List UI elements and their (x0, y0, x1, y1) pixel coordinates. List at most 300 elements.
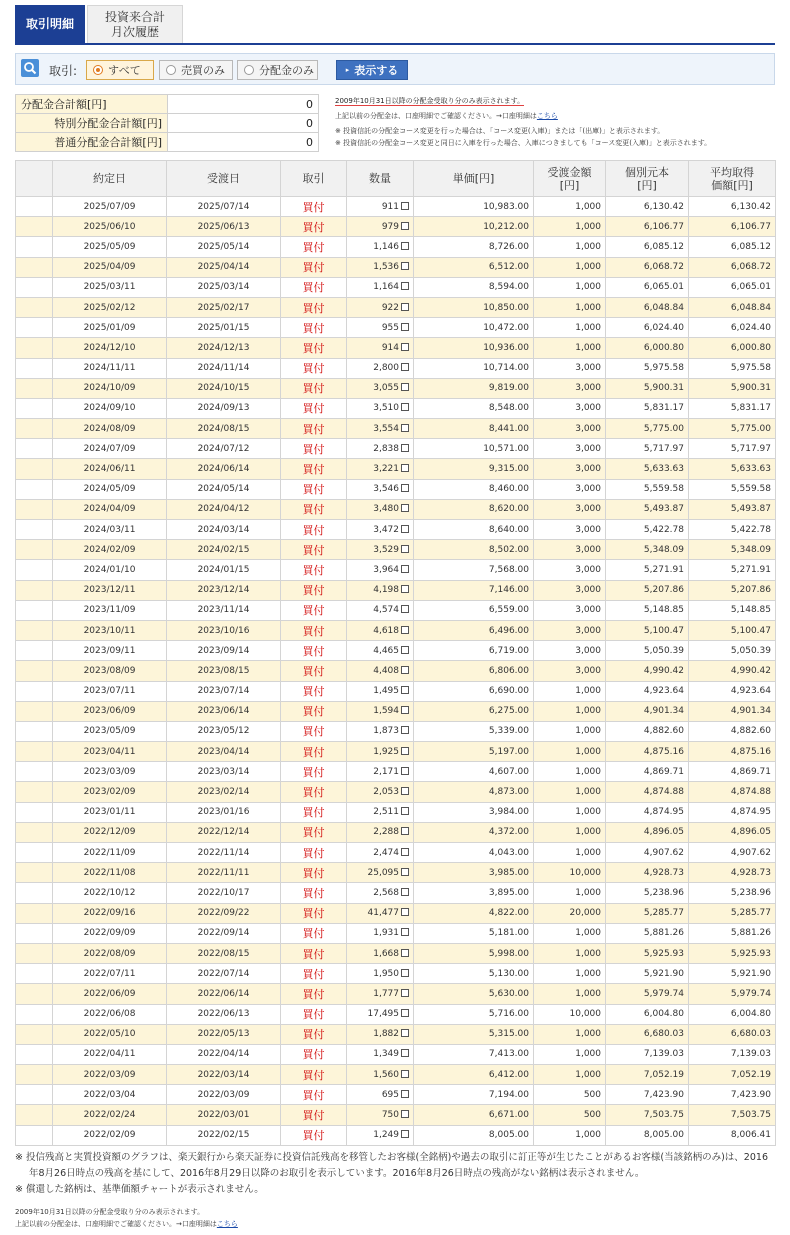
unit-price-cell: 8,441.00 (414, 419, 534, 439)
quantity-cell (347, 520, 414, 540)
tab-transaction-details[interactable]: 取引明細 (15, 5, 85, 43)
table-row (16, 419, 776, 439)
average-cost-cell: 4,923.64 (689, 681, 776, 701)
quantity-value: 3,546 (373, 484, 399, 495)
settlement-date-cell: 2024/07/12 (167, 439, 281, 459)
checkbox-icon[interactable] (401, 1130, 409, 1138)
checkbox-icon[interactable] (401, 1110, 409, 1118)
quantity-cell (347, 641, 414, 661)
checkbox-icon[interactable] (401, 202, 409, 210)
book-value-cell: 5,348.09 (606, 540, 689, 560)
table-row (16, 439, 776, 459)
average-cost-cell: 5,348.09 (689, 540, 776, 560)
settlement-amount-cell: 1,000 (534, 923, 606, 943)
book-value-cell: 4,907.62 (606, 843, 689, 863)
arrow-right-icon: ▸ (345, 66, 350, 74)
quantity-cell (347, 358, 414, 378)
trade-date-cell: 2024/05/09 (53, 479, 167, 499)
footer-account-details-link[interactable]: こちら (216, 1220, 238, 1228)
average-cost-cell: 5,148.85 (689, 600, 776, 620)
checkbox-icon[interactable] (401, 848, 409, 856)
footer-dividend-info (15, 1206, 775, 1230)
book-value-cell: 6,106.77 (606, 217, 689, 237)
quantity-value: 1,950 (373, 968, 399, 979)
trade-date-cell: 2024/02/09 (53, 540, 167, 560)
unit-price-cell: 4,822.00 (414, 903, 534, 923)
trade-type-cell: 買付 (281, 1024, 347, 1044)
settlement-amount-cell: 1,000 (534, 217, 606, 237)
quantity-value: 4,618 (373, 625, 399, 636)
unit-price-cell: 4,607.00 (414, 762, 534, 782)
average-cost-cell: 4,874.88 (689, 782, 776, 802)
table-row (16, 822, 776, 842)
average-cost-cell: 8,006.41 (689, 1125, 776, 1145)
checkbox-icon[interactable] (401, 565, 409, 573)
summary-value: 0 (168, 95, 319, 114)
row-marker-cell (16, 560, 53, 580)
checkbox-icon[interactable] (401, 989, 409, 997)
average-cost-cell: 4,896.05 (689, 822, 776, 842)
settlement-amount-cell: 3,000 (534, 479, 606, 499)
unit-price-cell: 10,936.00 (414, 338, 534, 358)
book-value-cell: 6,000.80 (606, 338, 689, 358)
checkbox-icon[interactable] (401, 827, 409, 835)
quantity-cell (347, 923, 414, 943)
quantity-cell (347, 1125, 414, 1145)
trade-type-cell: 買付 (281, 1044, 347, 1064)
row-marker-cell (16, 197, 53, 217)
quantity-cell (347, 681, 414, 701)
quantity-cell (347, 540, 414, 560)
table-row (16, 1004, 776, 1024)
checkbox-icon[interactable] (401, 1090, 409, 1098)
book-value-cell: 4,923.64 (606, 681, 689, 701)
settlement-amount-cell: 1,000 (534, 701, 606, 721)
row-marker-cell (16, 479, 53, 499)
column-header: 個別元本 [円] (606, 161, 689, 197)
settlement-amount-cell: 1,000 (534, 237, 606, 257)
checkbox-icon[interactable] (401, 1049, 409, 1057)
table-row (16, 802, 776, 822)
unit-price-cell: 8,502.00 (414, 540, 534, 560)
row-marker-cell (16, 338, 53, 358)
table-row (16, 943, 776, 963)
book-value-cell: 5,238.96 (606, 883, 689, 903)
row-marker-cell (16, 378, 53, 398)
quantity-value: 1,495 (373, 686, 399, 697)
book-value-cell: 5,148.85 (606, 600, 689, 620)
quantity-value: 2,474 (373, 847, 399, 858)
settlement-date-cell: 2022/11/11 (167, 863, 281, 883)
trade-date-cell: 2024/04/09 (53, 499, 167, 519)
book-value-cell: 6,068.72 (606, 257, 689, 277)
table-row (16, 580, 776, 600)
average-cost-cell: 7,052.19 (689, 1065, 776, 1085)
checkbox-icon[interactable] (401, 484, 409, 492)
settlement-date-cell: 2022/06/14 (167, 984, 281, 1004)
row-marker-cell (16, 903, 53, 923)
trade-type-cell: 買付 (281, 419, 347, 439)
checkbox-icon[interactable] (401, 908, 409, 916)
settlement-date-cell: 2024/08/15 (167, 419, 281, 439)
checkbox-icon[interactable] (401, 545, 409, 553)
settlement-amount-cell: 1,000 (534, 681, 606, 701)
row-marker-cell (16, 883, 53, 903)
trade-date-cell: 2022/08/09 (53, 943, 167, 963)
trade-date-cell: 2023/07/11 (53, 681, 167, 701)
table-row (16, 479, 776, 499)
column-header (16, 161, 53, 197)
trade-date-cell: 2022/11/09 (53, 843, 167, 863)
quantity-cell (347, 459, 414, 479)
checkbox-icon[interactable] (401, 868, 409, 876)
checkbox-icon[interactable] (401, 424, 409, 432)
checkbox-icon[interactable] (401, 464, 409, 472)
checkbox-icon[interactable] (401, 585, 409, 593)
trade-type-cell: 買付 (281, 701, 347, 721)
settlement-date-cell: 2022/07/14 (167, 964, 281, 984)
book-value-cell: 5,925.93 (606, 943, 689, 963)
checkbox-icon[interactable] (401, 949, 409, 957)
checkbox-icon[interactable] (401, 706, 409, 714)
row-marker-cell (16, 984, 53, 1004)
table-row (16, 560, 776, 580)
settlement-date-cell: 2025/05/14 (167, 237, 281, 257)
row-marker-cell (16, 520, 53, 540)
unit-price-cell: 5,339.00 (414, 721, 534, 741)
summary-label: 分配金合計額[円] (16, 95, 168, 114)
book-value-cell: 7,423.90 (606, 1085, 689, 1105)
trade-type-cell: 買付 (281, 964, 347, 984)
unit-price-cell: 6,559.00 (414, 600, 534, 620)
average-cost-cell: 5,881.26 (689, 923, 776, 943)
average-cost-cell: 5,831.17 (689, 398, 776, 418)
trade-type-cell: 買付 (281, 1004, 347, 1024)
quantity-value: 3,964 (373, 564, 399, 575)
table-row (16, 459, 776, 479)
table-row (16, 1105, 776, 1125)
average-cost-cell: 5,633.63 (689, 459, 776, 479)
unit-price-cell: 5,197.00 (414, 742, 534, 762)
quantity-cell (347, 984, 414, 1004)
checkbox-icon[interactable] (401, 403, 409, 411)
average-cost-cell: 6,000.80 (689, 338, 776, 358)
quantity-cell (347, 318, 414, 338)
settlement-date-cell: 2023/10/16 (167, 620, 281, 640)
settlement-amount-cell: 1,000 (534, 843, 606, 863)
table-row (16, 701, 776, 721)
checkbox-icon[interactable] (401, 666, 409, 674)
filter-option-all[interactable] (86, 60, 154, 80)
transaction-table (15, 160, 776, 1146)
settlement-date-cell: 2025/02/17 (167, 297, 281, 317)
settlement-amount-cell: 3,000 (534, 459, 606, 479)
row-marker-cell (16, 701, 53, 721)
trade-date-cell: 2022/12/09 (53, 822, 167, 842)
average-cost-cell: 7,139.03 (689, 1044, 776, 1064)
trade-type-cell: 買付 (281, 580, 347, 600)
trade-date-cell: 2024/06/11 (53, 459, 167, 479)
checkbox-icon[interactable] (401, 444, 409, 452)
trade-type-cell: 買付 (281, 762, 347, 782)
unit-price-cell: 3,895.00 (414, 883, 534, 903)
table-row (16, 217, 776, 237)
table-row (16, 762, 776, 782)
checkbox-icon[interactable] (401, 343, 409, 351)
table-row (16, 681, 776, 701)
checkbox-icon[interactable] (401, 383, 409, 391)
settlement-amount-cell: 1,000 (534, 338, 606, 358)
book-value-cell: 5,881.26 (606, 923, 689, 943)
trade-type-cell: 買付 (281, 318, 347, 338)
trade-type-cell: 買付 (281, 237, 347, 257)
checkbox-icon[interactable] (401, 888, 409, 896)
account-details-link[interactable]: こちら (536, 112, 558, 120)
quantity-value: 41,477 (367, 908, 399, 919)
settlement-date-cell: 2025/01/15 (167, 318, 281, 338)
average-cost-cell: 7,423.90 (689, 1085, 776, 1105)
checkbox-icon[interactable] (401, 605, 409, 613)
settlement-amount-cell: 500 (534, 1085, 606, 1105)
trade-type-cell: 買付 (281, 903, 347, 923)
table-row (16, 520, 776, 540)
book-value-cell: 5,831.17 (606, 398, 689, 418)
settlement-amount-cell: 500 (534, 1105, 606, 1125)
checkbox-icon[interactable] (401, 303, 409, 311)
trade-type-cell: 買付 (281, 358, 347, 378)
settlement-date-cell: 2024/02/15 (167, 540, 281, 560)
checkbox-icon[interactable] (401, 262, 409, 270)
quantity-cell (347, 661, 414, 681)
checkbox-icon[interactable] (401, 787, 409, 795)
checkbox-icon[interactable] (401, 323, 409, 331)
table-row (16, 257, 776, 277)
quantity-value: 1,668 (373, 948, 399, 959)
filter-option-dividends[interactable] (237, 60, 318, 80)
checkbox-icon[interactable] (401, 969, 409, 977)
average-cost-cell: 6,680.03 (689, 1024, 776, 1044)
quantity-value: 2,568 (373, 887, 399, 898)
average-cost-cell: 5,925.93 (689, 943, 776, 963)
quantity-cell (347, 782, 414, 802)
show-button-label: 表示する (354, 64, 399, 77)
checkbox-icon[interactable] (401, 282, 409, 290)
trade-date-cell: 2025/05/09 (53, 237, 167, 257)
trade-type-cell: 買付 (281, 943, 347, 963)
settlement-amount-cell: 20,000 (534, 903, 606, 923)
trade-date-cell: 2022/10/12 (53, 883, 167, 903)
settlement-amount-cell: 1,000 (534, 1125, 606, 1145)
quantity-value: 2,053 (373, 787, 399, 798)
checkbox-icon[interactable] (401, 1009, 409, 1017)
book-value-cell: 4,882.60 (606, 721, 689, 741)
average-cost-cell: 4,928.73 (689, 863, 776, 883)
table-row (16, 318, 776, 338)
trade-type-cell: 買付 (281, 459, 347, 479)
trade-type-cell: 買付 (281, 1125, 347, 1145)
checkbox-icon[interactable] (401, 242, 409, 250)
unit-price-cell: 8,640.00 (414, 520, 534, 540)
book-value-cell: 7,503.75 (606, 1105, 689, 1125)
trade-type-cell: 買付 (281, 822, 347, 842)
quantity-cell (347, 499, 414, 519)
table-row (16, 742, 776, 762)
row-marker-cell (16, 782, 53, 802)
settlement-date-cell: 2023/05/12 (167, 721, 281, 741)
trade-type-cell: 買付 (281, 217, 347, 237)
trade-type-cell: 買付 (281, 843, 347, 863)
checkbox-icon[interactable] (401, 726, 409, 734)
notes-line4: ※ 投資信託の分配金コース変更と同日に入庫を行った場合、入庫につきましても「コース変更(入庫)」と表示されます。 (335, 139, 712, 147)
settlement-date-cell: 2023/09/14 (167, 641, 281, 661)
book-value-cell: 5,100.47 (606, 620, 689, 640)
book-value-cell: 4,875.16 (606, 742, 689, 762)
settlement-date-cell: 2022/09/22 (167, 903, 281, 923)
quantity-value: 1,931 (373, 928, 399, 939)
quantity-cell (347, 620, 414, 640)
quantity-cell (347, 701, 414, 721)
settlement-amount-cell: 1,000 (534, 277, 606, 297)
average-cost-cell: 5,979.74 (689, 984, 776, 1004)
trade-date-cell: 2022/02/24 (53, 1105, 167, 1125)
settlement-date-cell: 2022/04/14 (167, 1044, 281, 1064)
table-row (16, 338, 776, 358)
book-value-cell: 5,050.39 (606, 641, 689, 661)
quantity-value: 955 (381, 322, 399, 333)
quantity-cell (347, 903, 414, 923)
settlement-date-cell: 2022/09/14 (167, 923, 281, 943)
trade-type-cell: 買付 (281, 984, 347, 1004)
settlement-date-cell: 2024/12/13 (167, 338, 281, 358)
unit-price-cell: 4,372.00 (414, 822, 534, 842)
trade-date-cell: 2022/07/11 (53, 964, 167, 984)
notes-line2: 上記以前の分配金は、口座明細でご確認ください。→口座明細は (335, 112, 537, 120)
quantity-value: 4,574 (373, 605, 399, 616)
average-cost-cell: 5,921.90 (689, 964, 776, 984)
checkbox-icon[interactable] (401, 363, 409, 371)
quantity-value: 17,495 (367, 1009, 399, 1020)
settlement-amount-cell: 10,000 (534, 1004, 606, 1024)
quantity-value: 2,838 (373, 443, 399, 454)
book-value-cell: 5,900.31 (606, 378, 689, 398)
checkbox-icon[interactable] (401, 1070, 409, 1078)
settlement-date-cell: 2023/07/14 (167, 681, 281, 701)
quantity-cell (347, 398, 414, 418)
footer-note-1: ※ 投信残高と実質投資額のグラフは、楽天銀行から楽天証券に投資信託残高を移管したお客様(全銘柄)や過去の取引に訂正等が生じたことがあるお客様(当該銘柄のみ)は、2016年8月26日時点の残高を基にして、2016年8月29日以降のお取引を表示しています。2016年8月26日時点の残高がない銘柄は表示されません。 (15, 1152, 768, 1179)
table-row (16, 1085, 776, 1105)
row-marker-cell (16, 1065, 53, 1085)
quantity-cell (347, 197, 414, 217)
row-marker-cell (16, 843, 53, 863)
dividend-notes (335, 95, 775, 149)
trade-date-cell: 2025/02/12 (53, 297, 167, 317)
checkbox-icon[interactable] (401, 646, 409, 654)
average-cost-cell: 6,065.01 (689, 277, 776, 297)
average-cost-cell: 6,068.72 (689, 257, 776, 277)
checkbox-icon[interactable] (401, 222, 409, 230)
checkbox-icon[interactable] (401, 1029, 409, 1037)
quantity-cell (347, 338, 414, 358)
trade-date-cell: 2022/04/11 (53, 1044, 167, 1064)
quantity-value: 2,288 (373, 827, 399, 838)
unit-price-cell: 10,472.00 (414, 318, 534, 338)
checkbox-icon[interactable] (401, 928, 409, 936)
unit-price-cell: 8,620.00 (414, 499, 534, 519)
quantity-value: 25,095 (367, 867, 399, 878)
unit-price-cell: 8,460.00 (414, 479, 534, 499)
checkbox-icon[interactable] (401, 504, 409, 512)
unit-price-cell: 10,983.00 (414, 197, 534, 217)
checkbox-icon[interactable] (401, 525, 409, 533)
table-row (16, 641, 776, 661)
search-icon[interactable] (21, 59, 39, 77)
tab-monthly-history[interactable]: 投資来合計 月次履歴 (87, 5, 183, 43)
checkbox-icon[interactable] (401, 747, 409, 755)
checkbox-icon[interactable] (401, 626, 409, 634)
checkbox-icon[interactable] (401, 807, 409, 815)
unit-price-cell: 6,690.00 (414, 681, 534, 701)
settlement-amount-cell: 1,000 (534, 943, 606, 963)
settlement-date-cell: 2025/04/14 (167, 257, 281, 277)
footer-note-2: ※ 償還した銘柄は、基準価額チャートが表示されません。 (15, 1184, 264, 1195)
table-row (16, 661, 776, 681)
unit-price-cell: 7,413.00 (414, 1044, 534, 1064)
quantity-cell (347, 883, 414, 903)
checkbox-icon[interactable] (401, 686, 409, 694)
settlement-date-cell: 2025/03/14 (167, 277, 281, 297)
settlement-date-cell: 2022/03/09 (167, 1085, 281, 1105)
trade-type-cell: 買付 (281, 297, 347, 317)
settlement-date-cell: 2022/05/13 (167, 1024, 281, 1044)
quantity-cell (347, 1105, 414, 1125)
quantity-value: 1,873 (373, 726, 399, 737)
unit-price-cell: 5,181.00 (414, 923, 534, 943)
quantity-cell (347, 1085, 414, 1105)
settlement-amount-cell: 3,000 (534, 600, 606, 620)
table-row (16, 277, 776, 297)
quantity-cell (347, 378, 414, 398)
settlement-date-cell: 2024/01/15 (167, 560, 281, 580)
unit-price-cell: 8,005.00 (414, 1125, 534, 1145)
column-header: 受渡金額 [円] (534, 161, 606, 197)
trade-date-cell: 2023/04/11 (53, 742, 167, 762)
row-marker-cell (16, 742, 53, 762)
filter-option-trades[interactable] (159, 60, 233, 80)
average-cost-cell: 5,493.87 (689, 499, 776, 519)
book-value-cell: 6,130.42 (606, 197, 689, 217)
unit-price-cell: 6,496.00 (414, 620, 534, 640)
average-cost-cell: 5,775.00 (689, 419, 776, 439)
settlement-date-cell: 2024/03/14 (167, 520, 281, 540)
average-cost-cell: 7,503.75 (689, 1105, 776, 1125)
book-value-cell: 4,874.88 (606, 782, 689, 802)
unit-price-cell: 6,512.00 (414, 257, 534, 277)
unit-price-cell: 10,571.00 (414, 439, 534, 459)
settlement-date-cell: 2023/03/14 (167, 762, 281, 782)
trade-date-cell: 2022/06/08 (53, 1004, 167, 1024)
row-marker-cell (16, 499, 53, 519)
average-cost-cell: 6,024.40 (689, 318, 776, 338)
show-button[interactable] (336, 60, 408, 80)
trade-date-cell: 2023/06/09 (53, 701, 167, 721)
settlement-date-cell: 2022/10/17 (167, 883, 281, 903)
trade-type-cell: 買付 (281, 540, 347, 560)
book-value-cell: 5,633.63 (606, 459, 689, 479)
book-value-cell: 4,869.71 (606, 762, 689, 782)
settlement-amount-cell: 3,000 (534, 661, 606, 681)
checkbox-icon[interactable] (401, 767, 409, 775)
settlement-date-cell: 2023/11/14 (167, 600, 281, 620)
